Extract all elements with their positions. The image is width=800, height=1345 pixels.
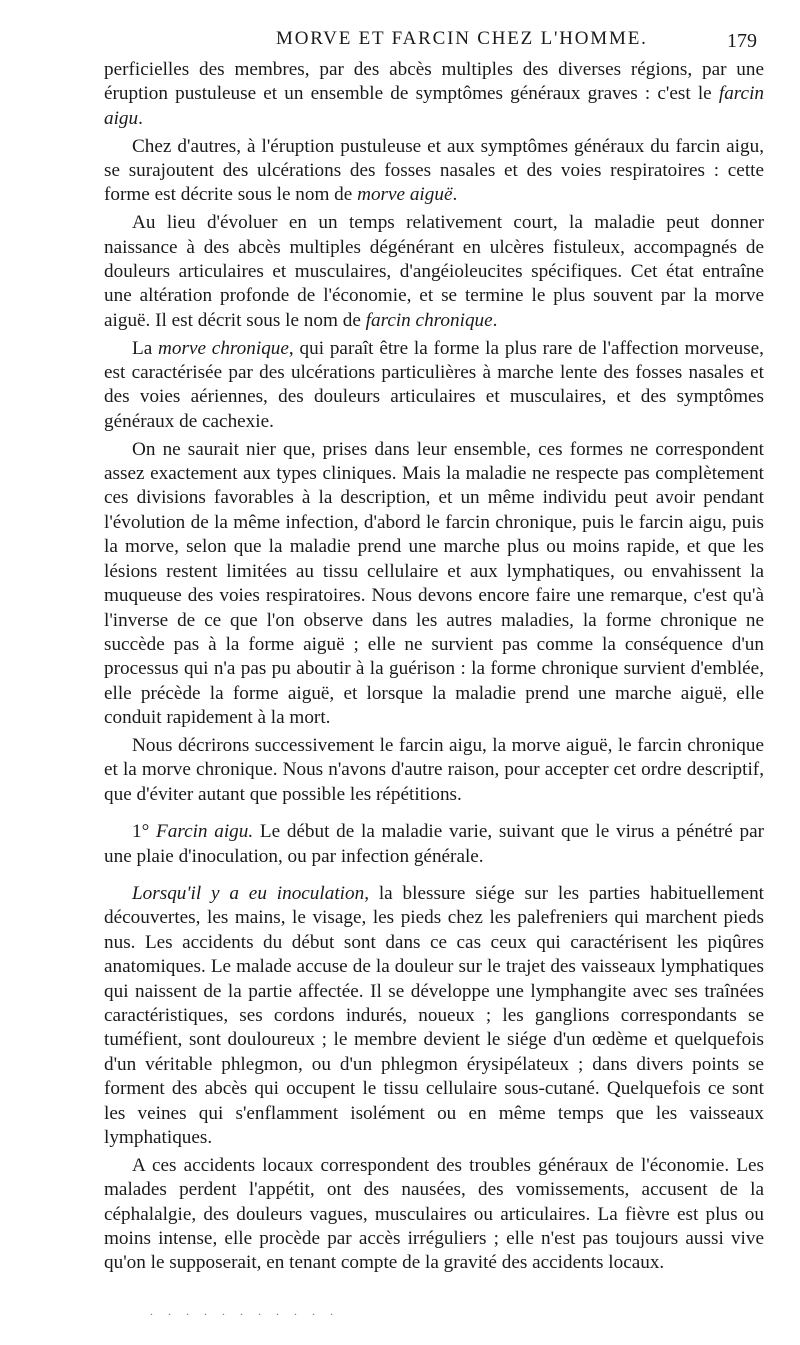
text-segment: Au lieu d'évoluer en un temps relativement court, la maladie peut donner naissance à des abcès multiples dégénérant en ulcères fistuleux, accompagnés de douleurs articulaires et musculaires, d'angéioleucites spécifiques. Cet état entraîne une altération profonde de l'économie, et se termine le plus souvent par la morve aiguë. Il est décrit sous le nom de: [104, 212, 764, 331]
text-segment: perficielles des membres, par des abcès multiples des diverses régions, par une éruption pustuleuse et un ensemble de symptômes généraux graves : c'est le: [104, 59, 764, 105]
text-segment: A ces accidents locaux correspondent des troubles généraux de l'économie. Les malades perdent l'appétit, ont des nausées, des vomissements, accusent de la céphalalgie, des douleurs vagues, musculaires ou articulaires. La fièvre est plus ou moins intense, elle procède par accès irréguliers ; elle n'est pas toujours aussi vive qu'on le supposerait, en tenant compte de la gravité des accidents locaux.: [104, 1154, 764, 1274]
text-segment: Le début de la maladie varie, suivant que le virus a pénétré par une plaie d'inoculation, ou par infection générale.: [104, 821, 764, 867]
page-header: [0, 28, 800, 54]
text-segment: .: [138, 107, 143, 129]
footer-marks: . . . . . . . . . . .: [150, 1304, 339, 1318]
paragraph: [104, 58, 764, 131]
italic-text: farcin chronique: [365, 309, 493, 331]
paragraph: [104, 1154, 764, 1276]
italic-text: Farcin aigu.: [156, 821, 254, 843]
paragraph: [104, 337, 764, 435]
body-text: [104, 58, 764, 1279]
text-segment: .: [452, 184, 458, 206]
italic-text: morve chronique: [158, 337, 289, 359]
page-number: 179: [727, 30, 757, 52]
text-segment: 1°: [132, 821, 156, 843]
text-segment: On ne saurait nier que, prises dans leur ensemble, ces formes ne correspondent assez exactement aux types cliniques. Mais la maladie ne respecte pas complètement ces divisions favorables à la description, et un même individu peut avoir pendant l'évolution de la même infection, d'abord le farcin chronique, puis le farcin aigu, puis la morve, selon que la maladie prend une marche plus ou moins rapide, et que les lésions restent limitées au tissu cellulaire et aux lymphatiques, ou envahissent la muqueuse des voies respiratoires. Nous devons encore faire une remarque, c'est qu'à l'inverse de ce que l'on observe dans les autres maladies, la forme chronique ne succède pas à la forme aiguë ; elle ne survient pas comme la conséquence d'un processus qui n'a pas pu aboutir à la guérison : la forme chronique survient d'emblée, elle précède la forme aiguë, et lorsque la maladie prend une marche aiguë, elle conduit rapidement à la mort.: [104, 438, 764, 729]
paragraph: [104, 135, 764, 208]
paragraph: [104, 438, 764, 731]
running-head: MORVE ET FARCIN CHEZ L'HOMME.: [276, 28, 648, 49]
text-segment: .: [492, 309, 498, 331]
text-segment: La: [132, 337, 159, 359]
italic-text: farcin aigu: [104, 83, 764, 129]
italic-text: morve aiguë: [357, 184, 453, 206]
paragraph: [104, 211, 764, 333]
text-segment: , la blessure siége sur les parties habituellement découvertes, les mains, le visage, les pieds chez les palefreniers qui marchent pieds nus. Les accidents du début sont dans ce cas ceux qui caractérisent les piqûres anatomiques. Le malade accuse de la douleur sur le trajet des vaisseaux lymphatiques qui naissent de la partie affectée. Il se développe une lymphangite avec ses traînées caractéristiques, ses cordons indurés, noueux ; les ganglions correspondants se tuméfient, sont douloureux ; le membre devient le siége d'un œdème et quelquefois d'un véritable phlegmon, ou d'un phlegmon érysipélateux ; dans divers points se forment des abcès qui occupent le tissu cellulaire sous-cutané. Quelquefois ce sont les veines qui s'enflamment isolément ou en même temps que les vaisseaux lymphatiques.: [104, 882, 765, 1149]
paragraph: [104, 734, 764, 807]
text-segment: Nous décrirons successivement le farcin aigu, la morve aiguë, le farcin chronique et la morve chronique. Nous n'avons d'autre raison, pour accepter cet ordre descriptif, que d'éviter autant que possible les répétitions.: [104, 734, 764, 805]
paragraph: [104, 882, 764, 1150]
text-segment: , qui paraît être la forme la plus rare de l'affection morveuse, est caractérisée par des ulcérations particulières à marche lente des fosses nasales et des voies aériennes, des douleurs articulaires et musculaires, et des symptômes généraux de cachexie.: [104, 337, 764, 432]
paragraph: [104, 820, 764, 869]
italic-text: Lorsqu'il y a eu inoculation: [132, 882, 365, 904]
text-segment: Chez d'autres, à l'éruption pustuleuse et aux symptômes généraux du farcin aigu, se surajoutent des ulcérations des fosses nasales et des voies respiratoires : cette forme est décrite sous le nom de: [104, 135, 764, 206]
